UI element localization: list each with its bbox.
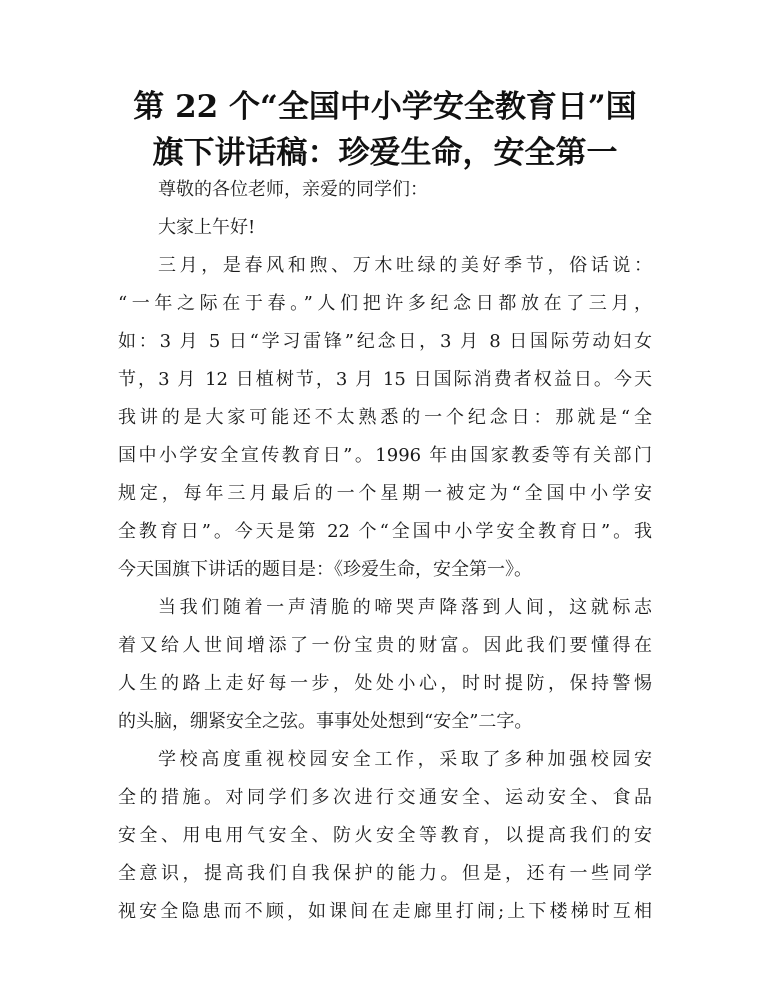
document-title-line-1: 第 22 个“全国中小学安全教育日”国: [133, 89, 637, 125]
document-title-line-2: 旗下讲话稿：珍爱生命，安全第一: [152, 135, 618, 171]
text-line: 规定，每年三月最后的一个星期一被定为“全国中小学安: [118, 483, 652, 504]
text-line: “一年之际在于春。”人们把许多纪念日都放在了三月，: [118, 293, 652, 314]
text-line: 如：3 月 5 日“学习雷锋”纪念日，3 月 8 日国际劳动妇女: [118, 331, 652, 352]
text-line: 当我们随着一声清脆的啼哭声降落到人间，这就标志: [158, 597, 652, 618]
text-line: 全的措施。对同学们多次进行交通安全、运动安全、食品: [118, 787, 652, 808]
text-line: 节，3 月 12 日植树节，3 月 15 日国际消费者权益日。今天: [118, 369, 652, 390]
greeting-line: 大家上午好!: [158, 217, 256, 238]
text-line: 视安全隐患而不顾，如课间在走廊里打闹;上下楼梯时互相: [118, 901, 652, 922]
text-line: 三月，是春风和煦、万木吐绿的美好季节，俗话说：: [158, 255, 652, 276]
text-line: 全教育日”。今天是第 22 个“全国中小学安全教育日”。我: [118, 521, 652, 542]
text-line: 人生的路上走好每一步，处处小心，时时提防，保持警惕: [118, 673, 652, 694]
text-line: 全意识，提高我们自我保护的能力。但是，还有一些同学: [118, 863, 652, 884]
text-line: 学校高度重视校园安全工作，采取了多种加强校园安: [158, 749, 652, 770]
text-line: 安全、用电用气安全、防火安全等教育，以提高我们的安: [118, 825, 652, 846]
text-line: 的头脑，绷紧安全之弦。事事处处想到“安全”二字。: [118, 711, 533, 732]
salutation-line: 尊敬的各位老师，亲爱的同学们：: [158, 179, 428, 200]
text-line: 我讲的是大家可能还不太熟悉的一个纪念日：那就是“全: [118, 407, 652, 428]
text-line: 国中小学安全宣传教育日”。1996 年由国家教委等有关部门: [118, 445, 652, 466]
text-line: 今天国旗下讲话的题目是：《珍爱生命，安全第一》。: [118, 559, 532, 580]
text-line: 着又给人世间增添了一份宝贵的财富。因此我们要懂得在: [118, 635, 652, 656]
